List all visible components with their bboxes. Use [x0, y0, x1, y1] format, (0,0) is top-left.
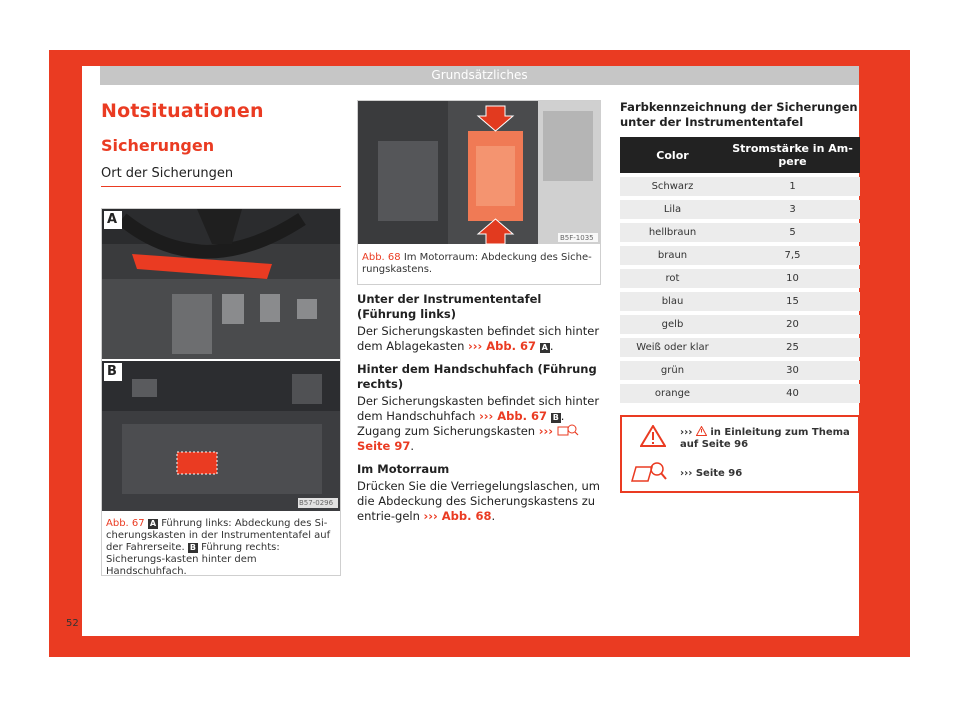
note-arrow: ››› — [680, 427, 693, 438]
paragraph-links: Der Sicherungskasten befindet sich hinter dem Ablagekasten ››› Abb. 67 A . — [357, 324, 600, 353]
section-title: Notsituationen — [101, 100, 264, 122]
column-left — [101, 100, 341, 187]
link-abb-67-b[interactable]: ››› Abb. 67 — [479, 409, 548, 423]
figure-68-photo — [358, 101, 600, 244]
page-header: Grundsätzliches — [100, 66, 859, 85]
table-cell-color: Lila — [620, 200, 725, 219]
table-cell-current: 40 — [725, 384, 860, 403]
heading-motorraum: Im Motorraum — [357, 462, 450, 476]
table-cell-current: 3 — [725, 200, 860, 219]
warning-icon — [640, 425, 666, 447]
warning-small-icon — [696, 426, 707, 436]
figure-67-caption-a: Führung links: Abdeckung des Si-cherungskasten in der Instrumententafel auf der Fahrerseite. — [106, 518, 331, 553]
wrench-book-icon — [557, 424, 579, 436]
table-cell-color: gelb — [620, 315, 725, 334]
paragraph-motorraum: Drücken Sie die Verriegelungslaschen, um die Abdeckung des Sicherungskastens zu entrie-geln ››› Abb. 68. — [357, 479, 600, 523]
figure-68-caption — [362, 252, 598, 276]
table-header-row — [620, 137, 860, 173]
table-cell-current: 15 — [725, 292, 860, 311]
link-abb-68[interactable]: ››› Abb. 68 — [423, 509, 492, 523]
table-row — [620, 177, 860, 196]
table-row — [620, 292, 860, 311]
column-middle-text — [357, 292, 603, 532]
figure-67 — [101, 208, 341, 576]
figure-68 — [357, 100, 601, 285]
heading-rechts: Hinter dem Handschuhfach (Führung rechts) — [357, 362, 597, 391]
table-cell-current: 1 — [725, 177, 860, 196]
caption-letter-b: B — [189, 543, 196, 552]
note-line-2[interactable]: ››› Seite 96 — [680, 468, 743, 479]
paragraph-rechts-text: Der Sicherungskasten befindet sich hinter dem Handschuhfach — [357, 394, 600, 423]
figure-67-caption — [106, 518, 336, 578]
table-cell-color: orange — [620, 384, 725, 403]
table-row — [620, 223, 860, 242]
table-cell-current: 5 — [725, 223, 860, 242]
table-cell-color: Schwarz — [620, 177, 725, 196]
figure-67-number: Abb. 67 — [106, 518, 145, 529]
caption-letter-a: A — [149, 519, 157, 528]
reference-note-box — [620, 415, 860, 493]
subsection-title: Ort der Sicherungen — [101, 166, 341, 187]
table-row — [620, 315, 860, 334]
link-abb-67-a[interactable]: ››› Abb. 67 — [468, 339, 537, 353]
table-row — [620, 200, 860, 219]
figure-68-caption-text: Im Motorraum: Abdeckung des Siche-rungskastens. — [362, 252, 592, 275]
table-row — [620, 338, 860, 357]
paragraph-rechts: Der Sicherungskasten befindet sich hinter dem Handschuhfach ››› Abb. 67 B . Zugang zum Sicherungskasten ››› Seite 97. — [357, 394, 600, 453]
table-cell-current: 20 — [725, 315, 860, 334]
table-cell-color: blau — [620, 292, 725, 311]
table-cell-current: 30 — [725, 361, 860, 380]
table-cell-current: 10 — [725, 269, 860, 288]
table-row — [620, 246, 860, 265]
table-cell-color: braun — [620, 246, 725, 265]
figure-68-code: B5F-1035 — [560, 234, 594, 242]
figure-68-number: Abb. 68 — [362, 252, 401, 263]
page-number: 52 — [66, 618, 79, 629]
figure-67-label-a: A — [107, 212, 118, 227]
table-cell-color: rot — [620, 269, 725, 288]
note-line-1[interactable] — [680, 426, 856, 451]
table-cell-color: Weiß oder klar — [620, 338, 725, 357]
table-cell-color: hellbraun — [620, 223, 725, 242]
fuse-color-table — [620, 133, 860, 407]
heading-links: Unter der Instrumententafel (Führung links) — [357, 292, 542, 321]
table-cell-color: grün — [620, 361, 725, 380]
figure-67-caption-b: Führung rechts: Sicherungs-kasten hinter dem Handschuhfach. — [106, 542, 280, 577]
table-row — [620, 384, 860, 403]
table-cell-current: 25 — [725, 338, 860, 357]
wrench-book-icon — [630, 461, 668, 483]
ref-letter-b: B — [552, 413, 559, 422]
paragraph-motorraum-text: Drücken Sie die Verriegelungslaschen, um die Abdeckung des Sicherungskastens zu entrie-geln — [357, 479, 600, 523]
note-line-1-text: in Einleitung zum Thema auf Seite 96 — [680, 427, 850, 450]
column-right — [620, 100, 860, 407]
paragraph-rechts-text-2: . Zugang zum Sicherungskasten — [357, 409, 565, 438]
paragraph-links-text: Der Sicherungskasten befindet sich hinter dem Ablagekasten — [357, 324, 600, 353]
figure-67-code: B57-0296 — [299, 499, 334, 507]
section-subtitle: Sicherungen — [101, 136, 215, 155]
ref-letter-a: A — [541, 343, 548, 352]
figure-67-label-b: B — [107, 364, 117, 379]
link-seite-97[interactable]: ››› Seite 97 — [357, 424, 579, 453]
figure-67-photo — [102, 209, 340, 511]
table-header-color: Color — [620, 137, 725, 173]
table-row — [620, 269, 860, 288]
table-row — [620, 361, 860, 380]
table-header-current: Stromstärke in Am-pere — [725, 137, 860, 173]
table-cell-current: 7,5 — [725, 246, 860, 265]
table-title: Farbkennzeichnung der Sicherungen unter der Instrumententafel — [620, 100, 858, 129]
